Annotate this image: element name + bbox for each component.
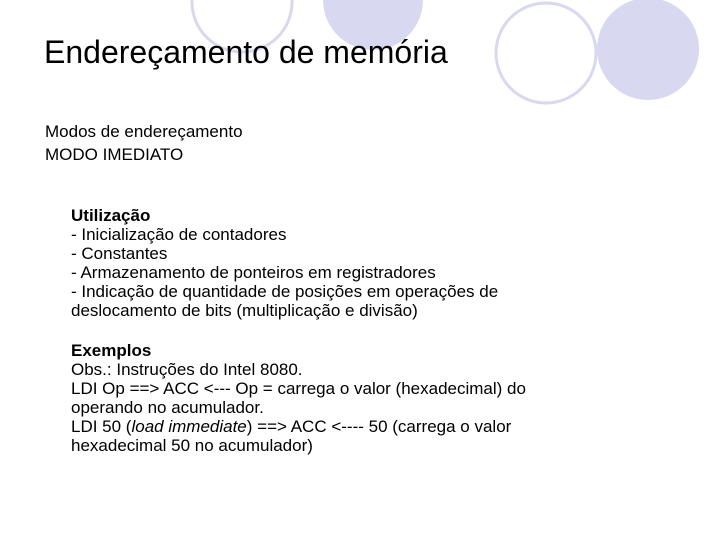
utilizacao-item: deslocamento de bits (multiplicação e divisão) [71, 301, 418, 320]
utilizacao-item: - Constantes [71, 244, 168, 263]
circle-filled-2 [597, 0, 699, 100]
exemplos-line: operando no acumulador. [71, 398, 264, 417]
subtitle-line-1: Modos de endereçamento [45, 122, 243, 141]
exemplos-line-4 [71, 417, 671, 436]
circle-outline-2 [496, 3, 596, 103]
exemplos-section [71, 341, 671, 455]
slide-title: Endereçamento de memória [44, 34, 448, 70]
utilizacao-section [71, 206, 671, 320]
utilizacao-item: - Inicialização de contadores [71, 225, 287, 244]
exemplos-heading: Exemplos [71, 341, 152, 360]
exemplos-line: LDI Op ==> ACC <--- Op = carrega o valor (hexadecimal) do [71, 379, 526, 398]
utilizacao-item: - Indicação de quantidade de posições em operações de [71, 282, 499, 301]
exemplos-line-4-pre: LDI 50 ( [71, 417, 132, 436]
exemplos-line-4-italic: load immediate [131, 417, 247, 436]
exemplos-line: hexadecimal 50 no acumulador) [71, 436, 313, 455]
utilizacao-heading: Utilização [71, 206, 151, 225]
exemplos-line-4-post: ) ==> ACC <---- 50 (carrega o valor [246, 417, 512, 436]
utilizacao-item: - Armazenamento de ponteiros em registradores [71, 263, 436, 282]
exemplos-line: Obs.: Instruções do Intel 8080. [71, 360, 303, 379]
subtitle-line-2: MODO IMEDIATO [45, 145, 184, 164]
subtitle [45, 120, 243, 166]
